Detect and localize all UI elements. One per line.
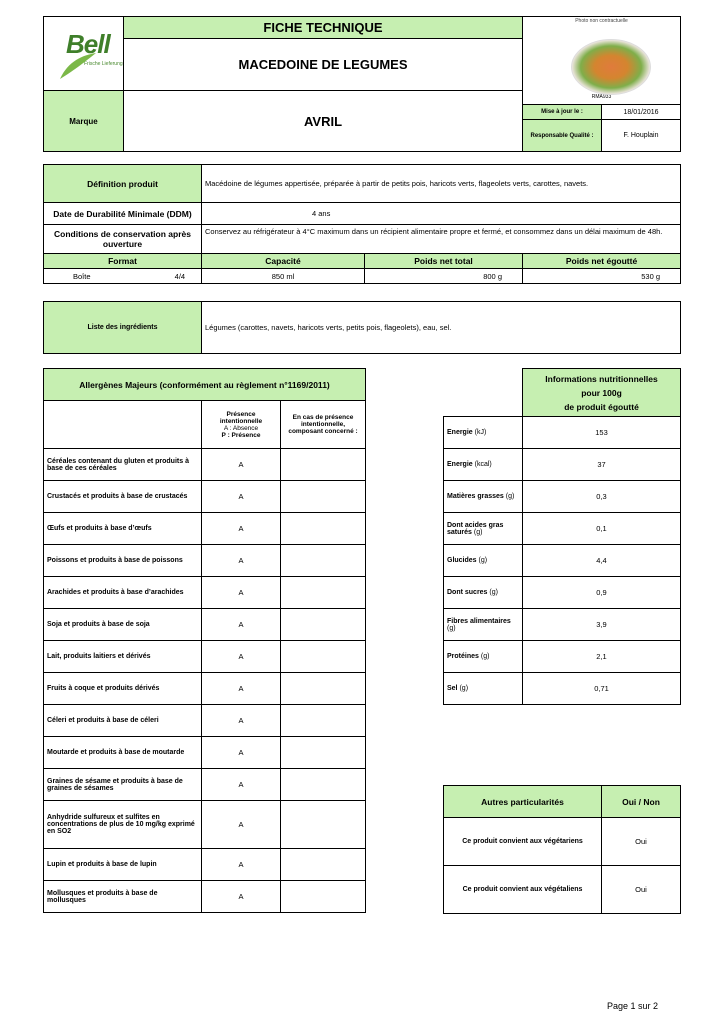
- nutrition-row: [444, 641, 681, 673]
- allergen-row: [44, 609, 366, 641]
- allergens-rows: [44, 449, 366, 913]
- allergen-presence: A: [202, 609, 281, 641]
- nutrient-label: [444, 673, 523, 705]
- nutrient-label: [444, 577, 523, 609]
- allergen-component: [281, 849, 366, 881]
- nutrient-label: [444, 609, 523, 641]
- other-row: [444, 818, 681, 866]
- nutrient-name: Glucides: [447, 557, 477, 564]
- allergen-component: [281, 545, 366, 577]
- allergen-name: Poissons et produits à base de poissons: [44, 545, 202, 577]
- ddm-label: Date de Durabilité Minimale (DDM): [44, 203, 202, 225]
- nutrient-label: [444, 449, 523, 481]
- net-drained-header: Poids net égoutté: [523, 254, 681, 269]
- nutrient-value: 4,4: [523, 545, 681, 577]
- photo-cell: [523, 17, 681, 91]
- ingredients-value: Légumes (carottes, navets, haricots verts, petits pois, flageolets), eau, sel.: [202, 302, 681, 354]
- nutrient-value: 0,9: [523, 577, 681, 609]
- other-value: Oui: [602, 866, 681, 914]
- allergen-component: [281, 737, 366, 769]
- allergen-name: Céréales contenant du gluten et produits à base de ces céréales: [44, 449, 202, 481]
- allergen-presence: A: [202, 801, 281, 849]
- document-title: FICHE TECHNIQUE: [124, 17, 523, 39]
- allergens-table: [43, 368, 366, 913]
- allergen-component: [281, 705, 366, 737]
- allergen-row: [44, 481, 366, 513]
- other-name: Ce produit convient aux végétariens: [444, 818, 602, 866]
- brand-value: AVRIL: [124, 91, 523, 152]
- allergen-presence: A: [202, 705, 281, 737]
- allergen-component: [281, 801, 366, 849]
- allergen-presence: A: [202, 737, 281, 769]
- nutrient-name: Energie: [447, 461, 473, 468]
- nutrition-table: [443, 368, 681, 705]
- nutrient-name: Matières grasses: [447, 493, 504, 500]
- nutrient-label: [444, 417, 523, 449]
- nutrient-value: 0,1: [523, 513, 681, 545]
- format-size: 4/4: [174, 271, 186, 281]
- nutrition-row: [444, 545, 681, 577]
- nutrition-spacer: [444, 369, 523, 417]
- presence-title: Présence intentionnelle: [219, 410, 263, 425]
- nutrition-row: [444, 417, 681, 449]
- component-header: En cas de présence intentionnelle, composant concerné :: [281, 401, 366, 449]
- nutrient-unit: (kcal): [474, 461, 492, 468]
- nutrient-name: Dont acides gras saturés: [447, 521, 504, 536]
- allergen-name: Céleri et produits à base de céleri: [44, 705, 202, 737]
- allergen-name: Fruits à coque et produits dérivés: [44, 673, 202, 705]
- nutrient-unit: (g): [505, 493, 515, 500]
- leaf-icon: [58, 51, 98, 81]
- nutrient-value: 2,1: [523, 641, 681, 673]
- allergen-row: [44, 449, 366, 481]
- allergen-row: [44, 705, 366, 737]
- allergen-presence: A: [202, 513, 281, 545]
- nutrient-value: 37: [523, 449, 681, 481]
- allergen-name: Moutarde et produits à base de moutarde: [44, 737, 202, 769]
- conservation-value: Conservez au réfrigérateur à 4°C maximum dans un récipient alimentaire propre et fermé, et consommez dans un délai maximum de 48h.: [202, 225, 681, 254]
- allergen-component: [281, 769, 366, 801]
- brand-label: Marque: [44, 91, 124, 152]
- nutrient-label: [444, 481, 523, 513]
- allergen-name: Lait, produits laitiers et dérivés: [44, 641, 202, 673]
- allergen-row: [44, 545, 366, 577]
- nutrition-row: [444, 513, 681, 545]
- nutrition-row: [444, 673, 681, 705]
- allergen-component: [281, 481, 366, 513]
- presence-present: P : Présence: [221, 431, 261, 439]
- quality-label: Responsable Qualité :: [523, 120, 602, 152]
- allergen-name: Soja et produits à base de soja: [44, 609, 202, 641]
- allergen-row: [44, 641, 366, 673]
- allergen-row: [44, 801, 366, 849]
- nutrient-unit: (g): [489, 589, 498, 596]
- allergen-row: [44, 673, 366, 705]
- quality-value: F. Houplain: [602, 120, 681, 152]
- capacity-value: 850 ml: [202, 269, 365, 284]
- nutrient-label: [444, 545, 523, 577]
- nutrient-label: [444, 641, 523, 673]
- allergen-name: Mollusques et produits à base de mollusques: [44, 881, 202, 913]
- nutrition-title: [523, 369, 681, 417]
- presence-header: [202, 401, 281, 449]
- nutrient-value: 0,71: [523, 673, 681, 705]
- allergen-presence: A: [202, 673, 281, 705]
- definition-label: Définition produit: [44, 165, 202, 203]
- nutrient-value: 153: [523, 417, 681, 449]
- other-value: Oui: [602, 818, 681, 866]
- nutrient-name: Fibres alimentaires: [447, 617, 511, 625]
- format-type: Boîte: [73, 271, 91, 281]
- nutrition-row: [444, 449, 681, 481]
- nutrient-unit: (g): [459, 685, 469, 692]
- nutrient-value: 0,3: [523, 481, 681, 513]
- bell-logo: Bell: [66, 29, 110, 59]
- allergens-title: Allergènes Majeurs (conformément au règlement n°1169/2011): [44, 369, 366, 401]
- other-col: Oui / Non: [602, 786, 681, 818]
- allergen-presence: A: [202, 449, 281, 481]
- nutrition-title-1: Informations nutritionnelles: [545, 373, 658, 384]
- nutrient-value: 3,9: [523, 609, 681, 641]
- other-title: Autres particularités: [444, 786, 602, 818]
- allergen-row: [44, 577, 366, 609]
- other-table: [443, 785, 681, 914]
- allergen-presence: A: [202, 849, 281, 881]
- nutrient-name: Energie: [447, 429, 473, 436]
- ingredients-table: [43, 301, 681, 354]
- format-value: [44, 269, 202, 284]
- nutrition-row: [444, 609, 681, 641]
- allergen-name: Lupin et produits à base de lupin: [44, 849, 202, 881]
- allergen-presence: A: [202, 641, 281, 673]
- product-photo: [571, 39, 651, 95]
- allergen-component: [281, 881, 366, 913]
- nutrient-name: Protéines: [447, 653, 479, 660]
- allergen-component: [281, 609, 366, 641]
- allergen-row: [44, 737, 366, 769]
- other-rows: [444, 818, 681, 914]
- nutrient-unit: (g): [473, 528, 483, 536]
- update-value: 18/01/2016: [602, 105, 681, 120]
- page-number: Page 1 sur 2: [606, 1001, 658, 1011]
- allergen-presence: A: [202, 881, 281, 913]
- allergen-presence: A: [202, 545, 281, 577]
- allergen-name: Graines de sésame et produits à base de graines de sésames: [44, 769, 202, 801]
- other-name: Ce produit convient aux végétaliens: [444, 866, 602, 914]
- ingredients-label: Liste des ingrédients: [44, 302, 202, 354]
- nutrition-row: [444, 481, 681, 513]
- allergen-component: [281, 577, 366, 609]
- nutrient-unit: (g): [447, 624, 456, 632]
- allergen-name: Crustacés et produits à base de crustacés: [44, 481, 202, 513]
- allergen-row: [44, 769, 366, 801]
- product-name: MACEDOINE DE LEGUMES: [124, 39, 523, 91]
- format-header: Format: [44, 254, 202, 269]
- allergen-component: [281, 449, 366, 481]
- net-total-value: 800 g: [365, 269, 523, 284]
- definition-table: [43, 164, 681, 284]
- allergen-component: [281, 513, 366, 545]
- nutrient-unit: (kJ): [474, 429, 487, 436]
- allergens-header-empty: [44, 401, 202, 449]
- other-row: [444, 866, 681, 914]
- allergen-row: [44, 881, 366, 913]
- nutrient-label: [444, 513, 523, 545]
- nutrition-title-2: pour 100g: [581, 387, 622, 398]
- allergen-name: Œufs et produits à base d’œufs: [44, 513, 202, 545]
- allergen-presence: A: [202, 577, 281, 609]
- definition-value: Macédoine de légumes appertisée, préparée à partir de petits pois, haricots verts, flageolets verts, carottes, navets.: [202, 165, 681, 203]
- logo-subtitle: Frische Lieferung: [84, 61, 123, 67]
- ddm-value: 4 ans: [202, 203, 681, 225]
- logo-cell: [44, 17, 124, 91]
- capacity-header: Capacité: [202, 254, 365, 269]
- photo-caption: Photo non contractuelle: [575, 18, 628, 25]
- allergen-row: [44, 513, 366, 545]
- nutrition-title-3: de produit égoutté: [564, 401, 639, 412]
- nutrient-name: Sel: [447, 685, 458, 692]
- nutrition-rows: [444, 417, 681, 705]
- allergen-component: [281, 641, 366, 673]
- allergen-name: Anhydride sulfureux et sulfites en concentrations de plus de 10 mg/kg exprimé en SO2: [44, 801, 202, 849]
- header-table: [43, 16, 681, 152]
- allergen-row: [44, 849, 366, 881]
- net-total-header: Poids net total: [365, 254, 523, 269]
- update-label: Mise à jour le :: [523, 105, 602, 120]
- allergen-name: Arachides et produits à base d’arachides: [44, 577, 202, 609]
- nutrient-name: Dont sucres: [447, 589, 488, 596]
- net-drained-value: 530 g: [523, 269, 681, 284]
- presence-absent: A : Absence: [223, 424, 259, 432]
- allergen-presence: A: [202, 481, 281, 513]
- nutrition-row: [444, 577, 681, 609]
- nutrient-unit: (g): [478, 557, 488, 564]
- allergen-component: [281, 673, 366, 705]
- nutrient-unit: (g): [480, 653, 490, 660]
- photo-ref: RMA933: [523, 91, 681, 105]
- allergen-presence: A: [202, 769, 281, 801]
- conservation-label: Conditions de conservation après ouverture: [44, 225, 202, 254]
